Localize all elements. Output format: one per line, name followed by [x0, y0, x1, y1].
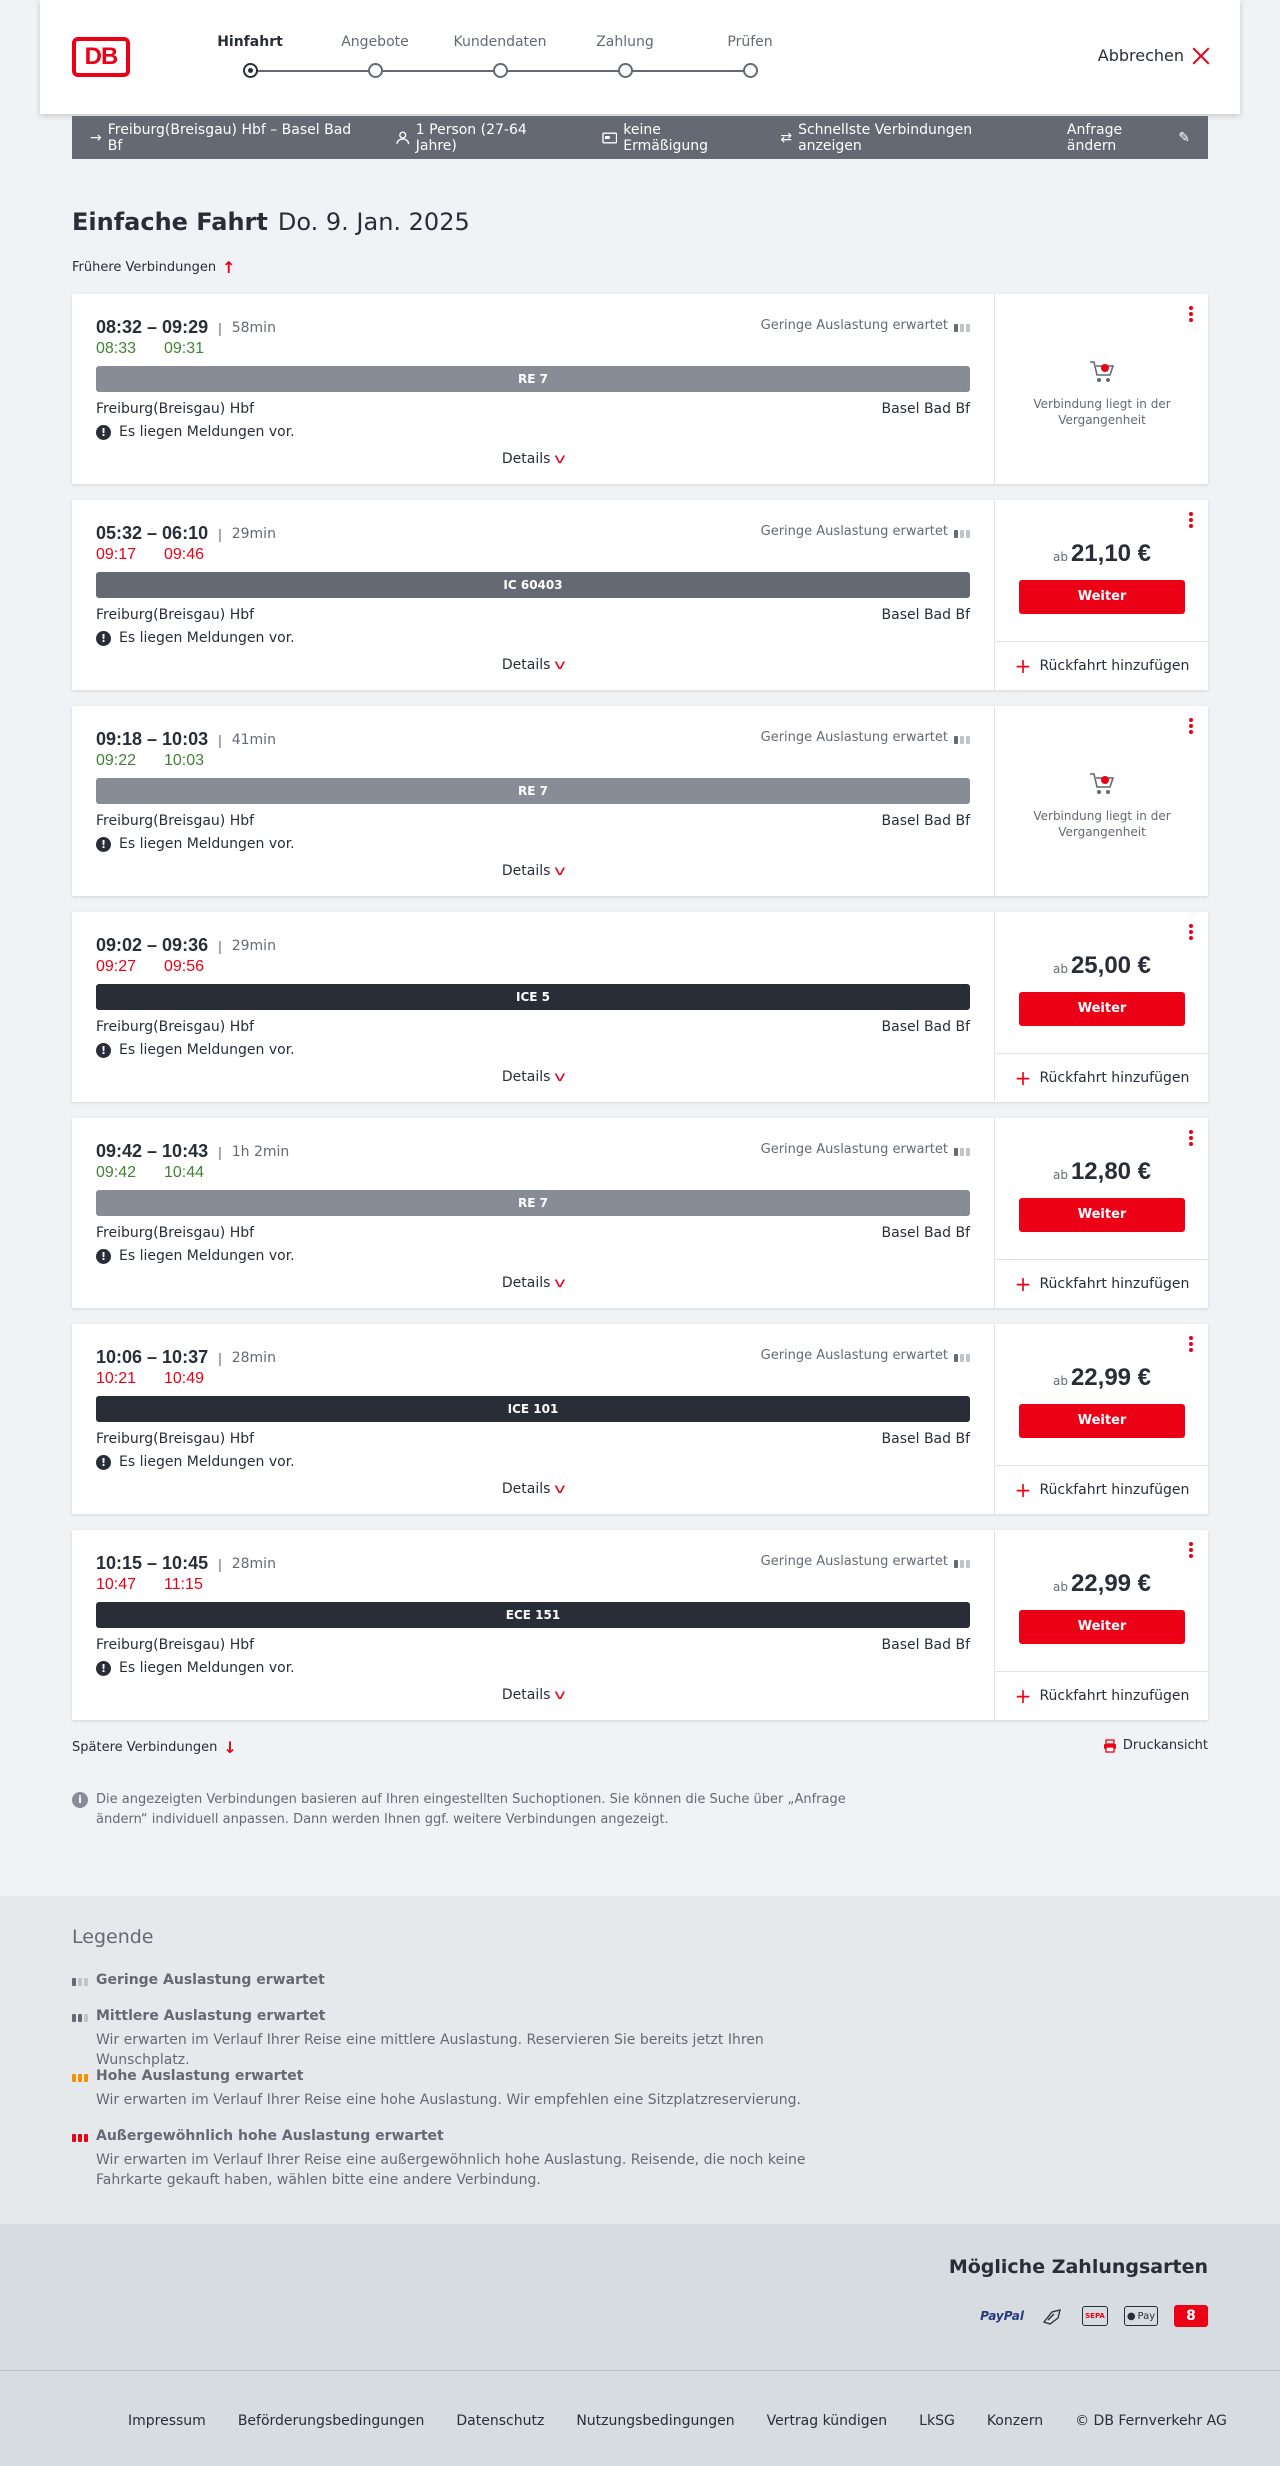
- realtime-arrival: 10:49: [164, 1370, 205, 1387]
- close-icon: [1192, 47, 1210, 65]
- messages-text: Es liegen Meldungen vor.: [119, 630, 295, 646]
- arrival-station: Basel Bad Bf: [881, 607, 970, 623]
- paypal-icon: PayPal: [980, 2309, 1024, 2323]
- step-angebote: [315, 34, 435, 50]
- legend-item-text: Wir erwarten im Verlauf Ihrer Reise eine außergewöhnlich hohe Auslastung. Reisende, die noch keine Fahrkarte gekauft haben, wählen bitte eine andere Verbindung.: [96, 2152, 806, 2188]
- more-options-icon[interactable]: [1188, 718, 1194, 738]
- realtime-times: [96, 1370, 232, 1388]
- add-return-button[interactable]: [995, 1259, 1209, 1308]
- separator: |: [218, 525, 222, 542]
- messages-notice: [96, 1454, 295, 1470]
- past-text: Verbindung liegt in der Vergangenheit: [1033, 397, 1171, 427]
- persons-summary: [396, 122, 568, 154]
- realtime-departure: 09:27: [96, 958, 137, 975]
- route-text: Freiburg(Breisgau) Hbf – Basel Bad Bf: [107, 121, 352, 154]
- shopping-cart-icon: [1087, 768, 1117, 798]
- page-title-text: Einfache Fahrt: [72, 208, 268, 236]
- offer-panel: [994, 294, 1208, 484]
- separator: |: [218, 731, 222, 748]
- connection-info: [72, 1324, 994, 1514]
- offer-panel: [994, 1118, 1208, 1308]
- details-label: Details: [501, 1275, 551, 1291]
- print-view-link[interactable]: [1103, 1738, 1208, 1753]
- schedule-times: [96, 317, 276, 338]
- realtime-departure: 09:42: [96, 1164, 137, 1181]
- train-badge[interactable]: RE 7: [96, 366, 970, 392]
- offer-panel: [994, 1530, 1208, 1720]
- legend-item-very-high: [72, 2128, 852, 2190]
- step-pruefen: [690, 34, 810, 50]
- payment-methods: [0, 2224, 1280, 2370]
- legend-title: Legende: [72, 1926, 154, 1948]
- price-value: 21,10 €: [1070, 540, 1152, 567]
- price: [995, 1364, 1209, 1392]
- header: [40, 0, 1240, 114]
- more-options-icon[interactable]: [1188, 512, 1194, 532]
- more-options-icon[interactable]: [1188, 1130, 1194, 1150]
- add-return-button[interactable]: [995, 1053, 1209, 1102]
- add-return-label: Rückfahrt hinzufügen: [1039, 1276, 1190, 1292]
- offer-panel: [994, 500, 1208, 690]
- occupancy-indicator: [761, 1142, 970, 1157]
- add-return-button[interactable]: [995, 641, 1209, 690]
- apple-pay-label: Pay: [1137, 2310, 1156, 2322]
- connection-info: [72, 706, 994, 896]
- price-value: 22,99 €: [1070, 1364, 1152, 1391]
- price-value: 12,80 €: [1070, 1158, 1152, 1185]
- details-toggle[interactable]: [72, 657, 994, 673]
- footer-link-datenschutz[interactable]: Datenschutz: [456, 2413, 545, 2429]
- departure-station: Freiburg(Breisgau) Hbf: [96, 813, 255, 829]
- occupancy-text: Geringe Auslastung erwartet: [760, 1348, 948, 1363]
- apple-pay-icon: ● Pay: [1124, 2306, 1158, 2326]
- add-return-button[interactable]: [995, 1671, 1209, 1720]
- duration: 29min: [231, 937, 276, 954]
- connection-card: [72, 1324, 1208, 1514]
- arrow-right-icon: →: [90, 129, 102, 146]
- chevron-down-icon: v: [554, 1070, 567, 1085]
- print-label: Druckansicht: [1122, 1738, 1208, 1753]
- planned-times: 09:02 – 09:36: [96, 935, 209, 955]
- connection-info: [72, 294, 994, 484]
- details-toggle[interactable]: [72, 1275, 994, 1291]
- train-badge[interactable]: RE 7: [96, 1190, 970, 1216]
- add-return-button[interactable]: [995, 1465, 1209, 1514]
- continue-button[interactable]: Weiter: [1019, 1198, 1185, 1232]
- travel-date: Do. 9. Jan. 2025: [277, 208, 470, 236]
- past-connection-notice: [995, 356, 1209, 428]
- duration: 41min: [231, 731, 276, 748]
- planned-times: 09:18 – 10:03: [96, 729, 209, 749]
- payment-title: Mögliche Zahlungsarten: [948, 2256, 1208, 2278]
- duration: 1h 2min: [231, 1143, 290, 1160]
- occupancy-indicator: [761, 318, 970, 333]
- planned-times: 08:32 – 09:29: [96, 317, 209, 337]
- occupancy-text: Geringe Auslastung erwartet: [760, 1554, 948, 1569]
- train-badge[interactable]: RE 7: [96, 778, 970, 804]
- chevron-down-icon: v: [554, 1482, 567, 1497]
- pencil-icon: ✎: [1178, 129, 1190, 146]
- offer-panel: [994, 706, 1208, 896]
- step-kundendaten: [440, 34, 560, 50]
- realtime-departure: 10:47: [96, 1576, 137, 1593]
- step-hinfahrt: [190, 34, 310, 50]
- train-badge[interactable]: ICE 5: [96, 984, 970, 1010]
- footer-links: [128, 2413, 1227, 2429]
- realtime-arrival: 09:31: [164, 340, 205, 357]
- occupancy-icon: [954, 1144, 970, 1156]
- planned-times: 05:32 – 06:10: [96, 523, 209, 543]
- footer-link-lksg[interactable]: LkSG: [919, 2413, 955, 2429]
- schedule-times: [96, 729, 276, 750]
- realtime-arrival: 10:44: [164, 1164, 205, 1181]
- fastest-text: Schnellste Verbindungen anzeigen: [798, 121, 973, 154]
- duration: 58min: [231, 319, 276, 336]
- connection-card: [72, 1530, 1208, 1720]
- step-label: Prüfen: [727, 34, 773, 50]
- offer-panel: [994, 1324, 1208, 1514]
- cancel-label: Abbrechen: [1097, 46, 1184, 65]
- edit-request-label: Anfrage ändern: [1066, 121, 1123, 154]
- chevron-down-icon: v: [554, 452, 567, 467]
- sepa-icon: SEPA: [1082, 2306, 1108, 2326]
- continue-button[interactable]: Weiter: [1019, 1404, 1185, 1438]
- realtime-arrival: 09:46: [164, 546, 205, 563]
- earlier-connections-link[interactable]: [72, 258, 236, 277]
- connection-card: [72, 500, 1208, 690]
- info-icon: i: [72, 1792, 88, 1808]
- arrow-down-icon: ↓: [223, 1738, 237, 1757]
- continue-button[interactable]: Weiter: [1019, 1610, 1185, 1644]
- realtime-departure: 09:17: [96, 546, 137, 563]
- alert-icon: !: [96, 1661, 111, 1676]
- alert-icon: !: [96, 1043, 111, 1058]
- details-label: Details: [501, 451, 551, 467]
- realtime-times: [96, 958, 232, 976]
- departure-station: Freiburg(Breisgau) Hbf: [96, 1225, 255, 1241]
- duration: 29min: [231, 525, 276, 542]
- connection-info: [72, 1530, 994, 1720]
- legend-section: [0, 1896, 1280, 2224]
- messages-notice: [96, 630, 295, 646]
- details-toggle[interactable]: [72, 1481, 994, 1497]
- price-value: 25,00 €: [1070, 952, 1152, 979]
- legend-item-low: [72, 1972, 852, 1988]
- step-label: Zahlung: [596, 34, 654, 50]
- alert-icon: !: [96, 631, 111, 646]
- duration: 28min: [231, 1349, 276, 1366]
- details-label: Details: [501, 863, 551, 879]
- connection-card: [72, 912, 1208, 1102]
- legend-item-medium: [72, 2008, 852, 2070]
- messages-notice: [96, 1248, 295, 1264]
- arrival-station: Basel Bad Bf: [881, 1225, 970, 1241]
- train-badge[interactable]: IC 60403: [96, 572, 970, 598]
- more-options-icon[interactable]: [1188, 1542, 1194, 1562]
- messages-notice: [96, 1042, 295, 1058]
- price-prefix: ab: [1052, 1374, 1068, 1388]
- legend-item-text: Wir erwarten im Verlauf Ihrer Reise eine mittlere Auslastung. Reservieren Sie bereits jetzt Ihren Wunschplatz.: [96, 2032, 764, 2068]
- plus-icon: +: [1014, 1684, 1032, 1708]
- add-return-label: Rückfahrt hinzufügen: [1039, 658, 1190, 674]
- planned-times: 10:06 – 10:37: [96, 1347, 209, 1367]
- messages-notice: [96, 424, 295, 440]
- footer: [0, 2370, 1280, 2466]
- realtime-times: [96, 1576, 232, 1594]
- departure-station: Freiburg(Breisgau) Hbf: [96, 1431, 255, 1447]
- connection-info: [72, 912, 994, 1102]
- earlier-label: Frühere Verbindungen: [72, 260, 217, 275]
- plus-icon: +: [1014, 1272, 1032, 1296]
- realtime-departure: 09:22: [96, 752, 137, 769]
- db-voucher-icon: 8: [1174, 2305, 1208, 2327]
- step-dot: [618, 63, 633, 78]
- step-label: Kundendaten: [453, 34, 547, 50]
- legend-item-title: Mittlere Auslastung erwartet: [96, 2008, 326, 2024]
- occupancy-text: Geringe Auslastung erwartet: [760, 1142, 948, 1157]
- separator: |: [218, 1555, 222, 1572]
- train-badge[interactable]: ECE 151: [96, 1602, 970, 1628]
- realtime-arrival: 11:15: [164, 1576, 203, 1593]
- departure-station: Freiburg(Breisgau) Hbf: [96, 1019, 255, 1035]
- alert-icon: !: [96, 837, 111, 852]
- arrival-station: Basel Bad Bf: [881, 1637, 970, 1653]
- chevron-down-icon: v: [554, 1688, 567, 1703]
- persons-text: 1 Person (27-64 Jahre): [415, 121, 527, 154]
- continue-button[interactable]: Weiter: [1019, 580, 1185, 614]
- planned-times: 09:42 – 10:43: [96, 1141, 209, 1161]
- departure-station: Freiburg(Breisgau) Hbf: [96, 1637, 255, 1653]
- step-dot: [243, 63, 258, 78]
- messages-text: Es liegen Meldungen vor.: [119, 1660, 295, 1676]
- search-hint-text: Die angezeigten Verbindungen basieren auf Ihren eingestellten Suchoptionen. Sie können die Suche über „Anfrage ändern“ individuell anpassen. Dann werden Ihnen ggf. weitere Verbindungen angezeigt.: [96, 1792, 846, 1827]
- messages-text: Es liegen Meldungen vor.: [119, 424, 295, 440]
- connection-card: [72, 706, 1208, 896]
- later-connections-link[interactable]: [72, 1738, 237, 1757]
- alert-icon: !: [96, 1249, 111, 1264]
- search-summary-bar: [72, 116, 1208, 159]
- occupancy-icon: [954, 1350, 970, 1362]
- payment-icons: [980, 2304, 1208, 2328]
- more-options-icon[interactable]: [1188, 306, 1194, 326]
- schedule-times: [96, 523, 276, 544]
- separator: |: [218, 1349, 222, 1366]
- arrival-station: Basel Bad Bf: [881, 813, 970, 829]
- connection-info: [72, 1118, 994, 1308]
- details-label: Details: [501, 657, 551, 673]
- footer-link-nutzung[interactable]: Nutzungsbedingungen: [576, 2413, 735, 2429]
- schedule-times: [96, 1141, 289, 1162]
- arrow-up-icon: ↑: [222, 258, 236, 277]
- realtime-times: [96, 752, 232, 770]
- person-icon: [396, 131, 410, 145]
- schedule-times: [96, 1553, 276, 1574]
- duration: 28min: [231, 1555, 276, 1572]
- footer-copyright: © DB Fernverkehr AG: [1075, 2413, 1227, 2429]
- discount-summary: [602, 122, 747, 154]
- alert-icon: !: [96, 1455, 111, 1470]
- occupancy-medium-icon: [72, 2010, 88, 2022]
- occupancy-text: Geringe Auslastung erwartet: [760, 318, 948, 333]
- add-return-label: Rückfahrt hinzufügen: [1039, 1688, 1190, 1704]
- occupancy-icon: [954, 320, 970, 332]
- price: [995, 1570, 1209, 1598]
- edit-request-button[interactable]: [1067, 122, 1190, 154]
- step-dot: [493, 63, 508, 78]
- train-badge[interactable]: ICE 101: [96, 1396, 970, 1422]
- occupancy-icon: [954, 526, 970, 538]
- cancel-button[interactable]: [1098, 46, 1210, 65]
- price: [995, 1158, 1209, 1186]
- db-logo[interactable]: DB: [72, 37, 130, 77]
- occupancy-high-icon: [72, 2070, 88, 2082]
- legend-item-title: Außergewöhnlich hohe Auslastung erwartet: [96, 2128, 444, 2144]
- separator: |: [218, 937, 222, 954]
- realtime-departure: 10:21: [96, 1370, 137, 1387]
- planned-times: 10:15 – 10:45: [96, 1553, 209, 1573]
- chevron-down-icon: v: [554, 658, 567, 673]
- card-icon: [602, 132, 618, 144]
- search-hint: [72, 1790, 852, 1830]
- messages-text: Es liegen Meldungen vor.: [119, 1454, 295, 1470]
- realtime-departure: 08:33: [96, 340, 137, 357]
- messages-notice: [96, 1660, 295, 1676]
- arrival-station: Basel Bad Bf: [881, 1431, 970, 1447]
- chevron-down-icon: v: [554, 1276, 567, 1291]
- departure-station: Freiburg(Breisgau) Hbf: [96, 607, 255, 623]
- plus-icon: +: [1014, 1066, 1032, 1090]
- details-toggle[interactable]: [72, 1069, 994, 1085]
- details-label: Details: [501, 1069, 551, 1085]
- footer-link-konzern[interactable]: Konzern: [986, 2413, 1044, 2429]
- occupancy-text: Geringe Auslastung erwartet: [760, 524, 948, 539]
- occupancy-indicator: [761, 524, 970, 539]
- plus-icon: +: [1014, 654, 1032, 678]
- occupancy-indicator: [761, 730, 970, 745]
- departure-station: Freiburg(Breisgau) Hbf: [96, 401, 255, 417]
- separator: |: [218, 319, 222, 336]
- schedule-times: [96, 1347, 276, 1368]
- chevron-down-icon: v: [554, 864, 567, 879]
- shopping-cart-icon: [1087, 356, 1117, 386]
- page-title: [72, 208, 470, 236]
- details-label: Details: [501, 1481, 551, 1497]
- more-options-icon[interactable]: [1188, 1336, 1194, 1356]
- past-connection-notice: [995, 768, 1209, 840]
- price-prefix: ab: [1052, 962, 1068, 976]
- add-return-label: Rückfahrt hinzufügen: [1039, 1070, 1190, 1086]
- add-return-label: Rückfahrt hinzufügen: [1039, 1482, 1190, 1498]
- occupancy-icon: [954, 732, 970, 744]
- connection-info: [72, 500, 994, 690]
- realtime-arrival: 10:03: [164, 752, 205, 769]
- legend-item-title: Hohe Auslastung erwartet: [96, 2068, 304, 2084]
- route-summary: [90, 122, 362, 154]
- legend-item-text: Wir erwarten im Verlauf Ihrer Reise eine hohe Auslastung. Wir empfehlen eine Sitzplatzreservierung.: [96, 2092, 801, 2108]
- footer-link-befoerderung[interactable]: Beförderungsbedingungen: [237, 2413, 425, 2429]
- realtime-arrival: 09:56: [164, 958, 205, 975]
- occupancy-indicator: [761, 1348, 970, 1363]
- occupancy-indicator: [761, 1554, 970, 1569]
- step-zahlung: [565, 34, 685, 50]
- schedule-times: [96, 935, 276, 956]
- step-label: Hinfahrt: [217, 34, 283, 50]
- messages-notice: [96, 836, 295, 852]
- realtime-times: [96, 1164, 232, 1182]
- details-toggle[interactable]: [72, 1687, 994, 1703]
- occupancy-icon: [954, 1556, 970, 1568]
- realtime-times: [96, 340, 232, 358]
- connection-card: [72, 1118, 1208, 1308]
- fastest-summary: [780, 122, 1033, 154]
- legend-item-high: [72, 2068, 852, 2110]
- footer-link-kuendigen[interactable]: Vertrag kündigen: [766, 2413, 888, 2429]
- legend-item-title: Geringe Auslastung erwartet: [96, 1972, 325, 1988]
- separator: |: [218, 1143, 222, 1160]
- printer-icon: [1103, 1739, 1117, 1753]
- occupancy-very-high-icon: [72, 2130, 88, 2142]
- connection-card: [72, 294, 1208, 484]
- progress-steps: [210, 0, 773, 114]
- plus-icon: +: [1014, 1478, 1032, 1502]
- price-prefix: ab: [1052, 1580, 1068, 1594]
- messages-text: Es liegen Meldungen vor.: [119, 1042, 295, 1058]
- swap-icon: ⇄: [780, 129, 793, 146]
- occupancy-text: Geringe Auslastung erwartet: [760, 730, 948, 745]
- past-text: Verbindung liegt in der Vergangenheit: [1033, 809, 1171, 839]
- continue-button[interactable]: Weiter: [1019, 992, 1185, 1026]
- step-label: Angebote: [341, 34, 409, 50]
- step-dot: [743, 63, 758, 78]
- occupancy-low-icon: [72, 1974, 88, 1986]
- price-prefix: ab: [1052, 1168, 1068, 1182]
- messages-text: Es liegen Meldungen vor.: [119, 1248, 295, 1264]
- later-label: Spätere Verbindungen: [72, 1740, 218, 1755]
- footer-link-impressum[interactable]: Impressum: [128, 2413, 206, 2429]
- realtime-times: [96, 546, 232, 564]
- price-value: 22,99 €: [1070, 1570, 1152, 1597]
- price: [995, 952, 1209, 980]
- discount-text: keine Ermäßigung: [623, 121, 709, 154]
- arrival-station: Basel Bad Bf: [881, 1019, 970, 1035]
- price: [995, 540, 1209, 568]
- credit-card-hand-icon: [1040, 2304, 1066, 2328]
- details-toggle[interactable]: [72, 451, 994, 467]
- messages-text: Es liegen Meldungen vor.: [119, 836, 295, 852]
- alert-icon: !: [96, 425, 111, 440]
- step-dot: [368, 63, 383, 78]
- offer-panel: [994, 912, 1208, 1102]
- arrival-station: Basel Bad Bf: [881, 401, 970, 417]
- details-label: Details: [501, 1687, 551, 1703]
- price-prefix: ab: [1052, 550, 1068, 564]
- details-toggle[interactable]: [72, 863, 994, 879]
- more-options-icon[interactable]: [1188, 924, 1194, 944]
